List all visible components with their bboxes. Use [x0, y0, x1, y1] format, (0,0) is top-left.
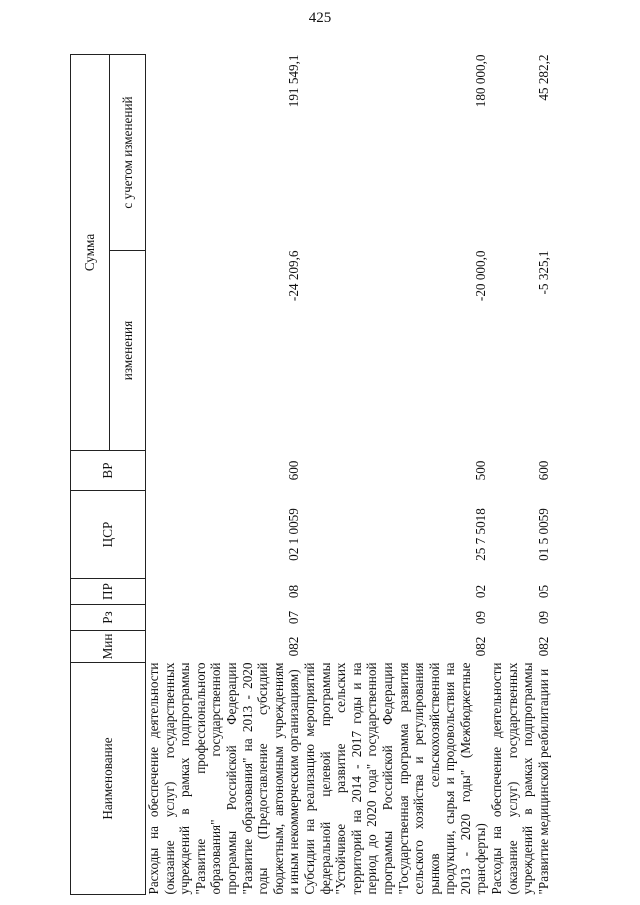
row-csr: 01 5 0059: [535, 508, 551, 561]
table-row: [489, 55, 551, 895]
header-rz: Рз: [71, 605, 146, 631]
table-row: [302, 55, 489, 895]
header-change: изменения: [110, 251, 146, 451]
row-min: 082: [535, 636, 551, 657]
header-sum: Сумма: [71, 55, 110, 451]
header-pr: ПР: [71, 579, 146, 605]
row-csr: 25 7 5018: [473, 508, 489, 561]
row-change: -5 325,1: [535, 250, 551, 295]
row-vr: 600: [286, 460, 302, 481]
row-with-change: 180 000,0: [473, 54, 489, 108]
row-vr: 600: [535, 460, 551, 481]
page-number: 425: [308, 10, 332, 26]
header-name: Наименование: [71, 663, 146, 895]
budget-table: [70, 54, 551, 895]
row-min: 082: [286, 636, 302, 657]
row-pr: 05: [535, 584, 551, 599]
row-rz: 09: [473, 610, 489, 625]
row-min: 082: [473, 636, 489, 657]
rotated-table-container: [70, 55, 590, 895]
header-vr: ВР: [71, 451, 146, 491]
row-name: Расходы на обеспечение деятельности (оказание услуг) государственных учреждений в рамках подпрограммы "Развитие медицинской реабилитации и: [489, 662, 551, 895]
row-rz: 09: [535, 610, 551, 625]
row-change: -20 000,0: [473, 250, 489, 302]
row-rz: 07: [286, 610, 302, 625]
row-pr: 08: [286, 584, 302, 599]
header-min: Мин: [71, 631, 146, 663]
row-csr: 02 1 0059: [286, 508, 302, 561]
row-with-change: 45 282,2: [535, 54, 551, 101]
row-with-change: 191 549,1: [286, 54, 302, 108]
row-name: Субсидии на реализацию мероприятий федеральной целевой программы "Устойчивое развитие сельских территорий на 2014 - 2017 годы и на период до 2020 года" государственной программы Российской Федерации "Государственная программа развития сельского хозяйства и регулирования рынков сельскохозяйственной продукции, сырья и продовольствия на 2013 - 2020 годы" (Межбюджетные трансферты): [301, 662, 489, 895]
header-with-change: с учетом изменений: [110, 55, 146, 251]
header-csr: ЦСР: [71, 491, 146, 579]
table-row: [146, 55, 302, 895]
row-pr: 02: [473, 584, 489, 599]
table-header-row: [71, 55, 110, 895]
row-name: Расходы на обеспечение деятельности (оказание услуг) государственных учреждений в рамках подпрограммы "Развитие профессионального образования" государственной программы Российской Федерации "Развитие образования" на 2013 - 2020 годы (Предоставление субсидий бюджетным, автономным учреждениям и иным некоммерческим организациям): [146, 662, 302, 895]
row-vr: 500: [473, 460, 489, 481]
row-change: -24 209,6: [286, 250, 302, 302]
